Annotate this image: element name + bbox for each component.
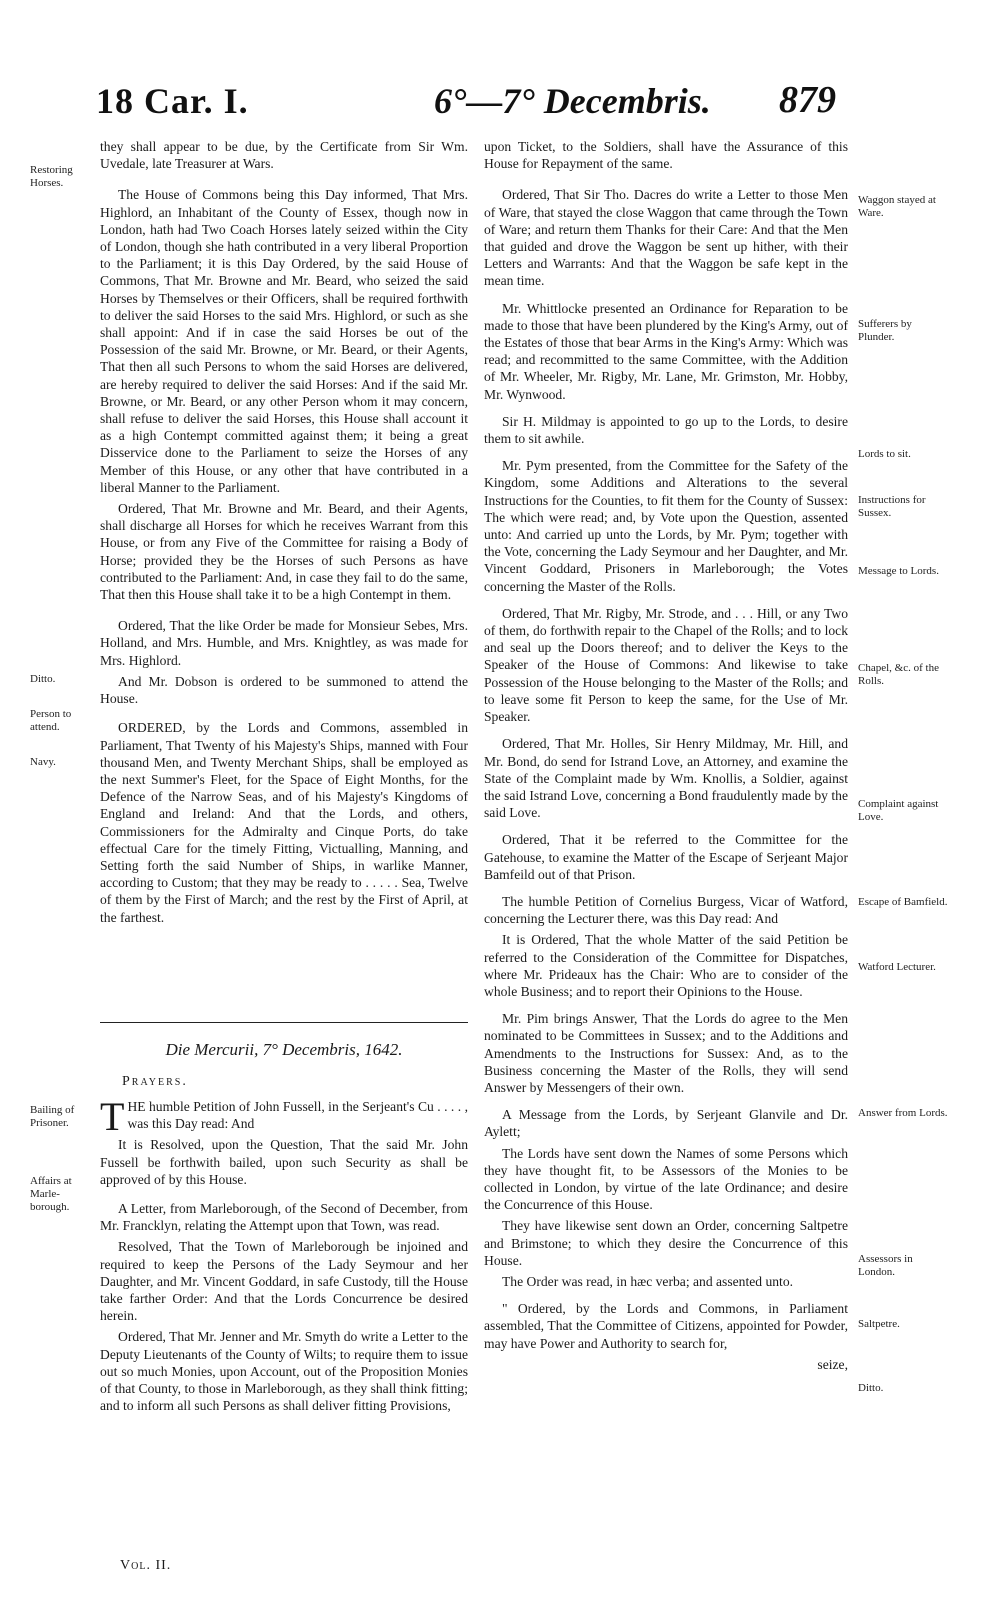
margin-note-chapel: Chapel, &c. of the Rolls. [858,662,939,687]
margin-note-watford: Watford Lecturer. [858,961,936,973]
margin-note-answer: Answer from Lords. [858,1107,948,1119]
day-heading: Die Mercurii, 7° Decembris, 1642. [165,1040,403,1059]
margin-note-ditto: Ditto. [30,673,56,685]
margin-note-sufferers: Sufferers by Plunder. [858,318,912,343]
margin-note-navy: Navy. [30,756,56,768]
paragraph [100,1094,468,1139]
paragraph: And Mr. Dobson is ordered to be summoned to attend the House. [100,673,468,707]
paragraph: Ordered, That Sir Tho. Dacres do write a Letter to those Men of Ware, that stayed the close Waggon that came through the Town of Ware; and return them Thanks for their Care: And that the Men that guided and drove the Waggon be sent up hither, with their Letters and Warrants: And that the Waggon be safe kept in the mean time. [484,187,848,289]
regnal-year: 18 Car. I. [96,81,249,121]
margin-note-lords-sit: Lords to sit. [858,448,911,460]
margin-note-saltpetre: Saltpetre. [858,1318,900,1330]
header-dates: 6°—7° Decembris. [434,81,711,121]
margin-note-assessors: Assessors in London. [858,1253,913,1278]
paragraph: Resolved, That the Town of Marleborough be injoined and required to keep the Persons of the Lady Seymour and her Daughter, and Mr. Vincent Goddard, in safe Custody, till the House take farther Order: And that the Lords Concurrence be desired herein. [100,1239,468,1324]
paragraph: It is Resolved, upon the Question, That the said Mr. John Fussell be forthwith bailed, upon such Security as shall be approved of by this House. [100,1137,468,1187]
paragraph: Ordered, That it be referred to the Committee for the Gatehouse, to examine the Matter of the Escape of Serjeant Major Bamfeild out of that Prison. [484,832,848,882]
paragraph-text: HE humble Petition of John Fussell, in the Serjeant's Cu . . . . , was this Day read: And [127,1099,468,1132]
paragraph: The Order was read, in hæc verba; and assented unto. [502,1273,794,1289]
page-number: 879 [779,79,836,121]
paragraph: A Message from the Lords, by Serjeant Glanvile and Dr. Aylett; [484,1107,848,1140]
margin-note-affairs: Affairs at Marle-borough. [30,1175,72,1213]
prayers-heading: Prayers. [122,1074,188,1089]
paragraph: The humble Petition of Cornelius Burgess, Vicar of Watford, concerning the Lecturer there, was this Day read: And [484,893,848,927]
paragraph: Mr. Pym presented, from the Committee for the Safety of the Kingdom, some Additions and Alterations to the several Instructions for the Counties, to fit them for the County of Sussex: The which were read; and, by Vote upon the Question, assented unto: And carried up unto the Lords, by Mr. Pym; together with the Vote, concerning the Lady Seymour and her Daughter, and Mr. Vincent Goddard, Prisoners in Marleborough; the Votes concerning the Master of the Rolls. [484,458,848,594]
section-rule [100,1022,468,1023]
paragraph: They have likewise sent down an Order, concerning Saltpetre and Brimstone; to which they desire the Concurrence of this House. [484,1218,848,1268]
volume-signature: Vol. II. [120,1558,172,1573]
margin-note-escape: Escape of Bamfield. [858,896,948,908]
margin-note-restoring: Restoring Horses. [30,164,73,189]
paragraph: The House of Commons being this Day informed, That Mrs. Highlord, an Inhabitant of the County of Essex, though now in London, hath had Two Coach Horses lately seized within the City of London, though she hath contributed in a very liberal Proportion to the Parliament; it is this Day Ordered, by the said House of Commons, That Mr. Browne and Mr. Beard, who seized the said Horses by Themselves or their Officers, shall be required forthwith to deliver the said Horses to the said Mrs. Highlord, or such as she shall appoint: And if in case the said Horses be out of the Possession of the said Mr. Browne, or Mr. Beard, or their Agents, That then all such Persons to whom the said Horses are delivered, are hereby required to deliver the said Horses: And if the said Mr. Browne, or Mr. Beard, or any other Person whom it may concern, shall refuse to deliver the said Horses, this House shall account it as a high Contempt committed against them; it being a great Disservice done to the Parliament to seize the Horses of any Member of this House, or any other that have contributed in a liberal Manner to the Parliament. [100,187,468,495]
paragraph: upon Ticket, to the Soldiers, shall have the Assurance of this House for Repayment of the same. [484,139,848,172]
paragraph: It is Ordered, That the whole Matter of the said Petition be referred to the Consideration of the Committee for Dispatches, where Mr. Prideaux has the Chair: Who are to consider of the whole Business; and to report their Opinions to the House. [484,932,848,999]
margin-note-person: Person to attend. [30,708,72,733]
margin-note-bailing: Bailing of Prisoner. [30,1104,75,1129]
drop-cap: T [100,1094,125,1139]
paragraph: Ordered, That Mr. Jenner and Mr. Smyth do write a Letter to the Deputy Lieutenants of the County of Wilts; to require them to issue out so much Monies, upon Account, out of the Proposition Monies of that County, to those in Marleborough, as they shall think fitting; and to inform all such Persons as shall deliver fitting Provisions, [100,1329,468,1414]
paragraph: Ordered, That Mr. Rigby, Mr. Strode, and . . . Hill, or any Two of them, do forthwith repair to the Chapel of the Rolls; and to lock and seal up the Doors thereof; and to deliver the Keys to the Speaker of the House of Commons: And likewise to take Possession of the House belonging to the Master of the Rolls; and to leave some fit Person to keep the same, for the Use of Mr. Speaker. [484,605,848,725]
margin-note-ditto-right: Ditto. [858,1382,884,1394]
paragraph: A Letter, from Marleborough, of the Second of December, from Mr. Francklyn, relating the Attempt upon that Town, was read. [100,1201,468,1234]
paragraph: " Ordered, by the Lords and Commons, in Parliament assembled, That the Committee of Citizens, appointed for Powder, may have Power and Authority to search for, [484,1301,848,1351]
paragraph: Ordered, That the like Order be made for Monsieur Sebes, Mrs. Holland, and Mrs. Humble, and Mrs. Knightley, as was made for Mrs. Highlord. [100,618,468,668]
paragraph: Sir H. Mildmay is appointed to go up to the Lords, to desire them to sit awhile. [484,413,848,447]
paragraph: Mr. Whittlocke presented an Ordinance for Reparation to be made to those that have been plundered by the King's Army, out of the Estates of those that bear Arms in the King's Army: Which was read; and recommitted to the same Committee, with the Addition of Mr. Wheeler, Mr. Rigby, Mr. Lane, Mr. Grimston, Mr. Hobby, Mr. Wynwood. [484,300,848,402]
margin-note-message: Message to Lords. [858,565,939,577]
margin-note-complaint: Complaint against Love. [858,798,939,823]
paragraph: they shall appear to be due, by the Certificate from Sir Wm. Uvedale, late Treasurer at Wars. [100,139,468,172]
margin-note-instructions: Instructions for Sussex. [858,494,926,519]
paragraph: Ordered, That Mr. Holles, Sir Henry Mildmay, Mr. Hill, and Mr. Bond, do send for Istrand Love, an Attorney, and examine the State of the Complaint made by Wm. Knollis, a Soldier, against the said Istrand Love, concerning a Bond fraudulently made by the said Love. [484,736,848,821]
paragraph: The Lords have sent down the Names of some Persons which they have thought fit, to be Assessors of the Monies to be collected in London, by virtue of the late Ordinance; and desire the Concurrence of this House. [484,1145,848,1213]
paragraph: ORDERED, by the Lords and Commons, assembled in Parliament, That Twenty of his Majesty's Ships, manned with Four thousand Men, and Twenty Merchant Ships, shall be employed as the next Summer's Fleet, for the Space of Eight Months, for the Defence of the Narrow Seas, and of his Majesty's Kingdoms of England and Ireland: And that the Lords, and others, Commissioners for the Admiralty and Cinque Ports, do take effectual Care for the timely Fitting, Victualling, Manning, and Setting forth the said Number of Ships, in warlike Manner, according to Custom; that they may be ready to . . . . . Sea, Twelve of them by the First of March; and the rest by the First of April, at the farthest. [100,720,468,925]
left-column-top [100,138,468,936]
left-column-bottom [100,1094,468,1424]
paragraph: Mr. Pim brings Answer, That the Lords do agree to the Men nominated to be Committees in Sussex; and to the Additions and Amendments to the Instructions for Sussex: And, as to the Business concerning the Master of the Rolls, they will send Answer by Messengers of their own. [484,1011,848,1095]
catchword: seize, [817,1356,848,1372]
margin-note-waggon: Waggon stayed at Ware. [858,194,936,219]
running-header [96,72,836,132]
right-column [484,138,848,1383]
paragraph: Ordered, That Mr. Browne and Mr. Beard, and their Agents, shall discharge all Horses for which he receives Warrant from this House, or from any Five of the Committee for raising a Body of Horse; provided they be the Horses of such Persons as have contributed to the Parliament: And, in case they fail to do the same, That then this House shall take it to be a high Contempt in them. [100,501,468,603]
